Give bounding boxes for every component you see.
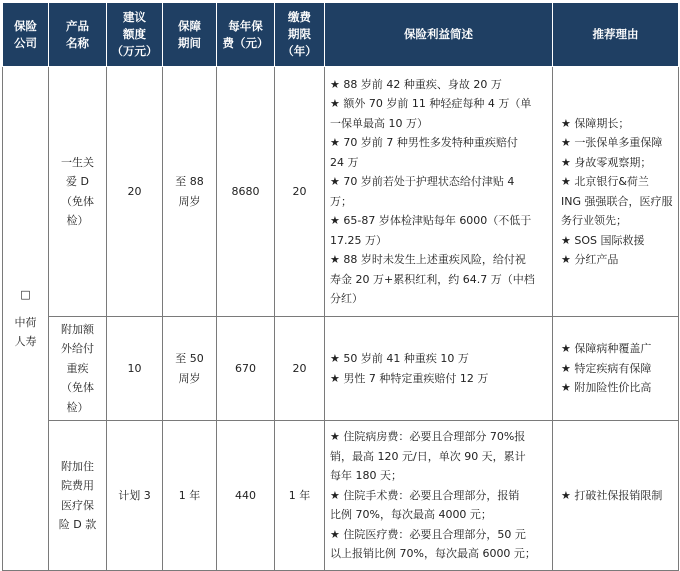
header-payment-term — [275, 3, 325, 67]
text-line: ★ 70 岁前 7 种男性多发特种重疾赔付 — [330, 136, 518, 149]
text-line: 推荐理由 — [592, 27, 639, 41]
text-line: 8680 — [231, 184, 260, 198]
text-line: 额度 — [123, 27, 146, 41]
text-line: 保险利益简述 — [404, 27, 473, 41]
text-line: 公司 — [14, 35, 37, 50]
text-line: 中荷 — [14, 315, 37, 329]
text-line: 计划 3 — [118, 488, 151, 502]
text-line: ★ 一张保单多重保障 — [561, 136, 663, 149]
text-line: ★ 65-87 岁体检津贴每年 6000（不低于 — [330, 214, 532, 227]
text-line: 期间 — [178, 35, 201, 50]
text-line: ★ 分红产品 — [561, 253, 619, 266]
product-name — [49, 317, 107, 421]
coverage-period — [163, 317, 217, 421]
text-line: 24 万 — [330, 155, 359, 169]
benefits-summary — [325, 67, 553, 317]
text-line: 保障 — [178, 18, 201, 33]
table-row — [3, 67, 679, 317]
text-line: （万元） — [111, 44, 158, 58]
text-line: 附加住 — [61, 459, 94, 473]
recommend-reasons — [553, 67, 679, 317]
text-line: ★ 特定疾病有保障 — [561, 361, 652, 375]
text-line: ★ 50 岁前 41 种重疾 10 万 — [330, 352, 469, 365]
payment-term — [275, 421, 325, 571]
text-line: 检） — [66, 214, 89, 227]
text-line: 费（元） — [222, 35, 269, 50]
text-line: （免体 — [61, 194, 94, 208]
annual-premium — [217, 67, 275, 317]
text-line: 附加额 — [61, 322, 94, 336]
suggested-amount — [107, 67, 163, 317]
text-line: 1 年 — [178, 488, 201, 502]
text-line: 险 D 款 — [58, 518, 97, 531]
benefits-summary — [325, 421, 553, 571]
text-line: 20 — [292, 184, 307, 198]
payment-term — [275, 317, 325, 421]
insurance-table — [2, 2, 679, 571]
suggested-amount — [107, 421, 163, 571]
header-annual-premium — [217, 3, 275, 67]
text-line: 人寿 — [14, 335, 37, 349]
text-line: 产品 — [66, 18, 89, 33]
text-line: 每年 180 天； — [330, 469, 402, 483]
text-line: 分红） — [330, 292, 363, 305]
text-line: 17.25 万） — [330, 233, 387, 247]
checkbox-marker-icon: □ — [20, 288, 31, 302]
text-line: ★ 打破社保报销限制 — [561, 488, 663, 502]
text-line: 外给付 — [61, 342, 94, 356]
text-line: ★ 北京银行&荷兰 — [561, 175, 649, 188]
text-line: 以上报销比例 70%，每次最高 6000 元； — [330, 547, 536, 561]
text-line: 万； — [330, 194, 352, 208]
text-line: ★ 88 岁时未发生上述重疾风险，给付祝 — [330, 253, 526, 266]
text-line: ★ 身故零观察期； — [561, 155, 652, 169]
payment-term — [275, 67, 325, 317]
text-line: 周岁 — [178, 194, 201, 208]
header-reasons — [553, 3, 679, 67]
text-line: 10 — [127, 361, 142, 375]
text-line: 至 88 — [175, 175, 204, 188]
text-line: （年） — [282, 44, 317, 58]
text-line: 重疾 — [66, 361, 89, 375]
text-line: 周岁 — [178, 371, 201, 385]
text-line: 销，最高 120 元/日，单次 90 天，累计 — [330, 449, 526, 463]
text-line: 20 — [127, 184, 142, 198]
annual-premium — [217, 421, 275, 571]
product-name — [49, 67, 107, 317]
text-line: 医疗保 — [61, 498, 94, 512]
text-line: 名称 — [66, 35, 89, 50]
text-line: 一生关 — [61, 155, 94, 169]
text-line: 每年保 — [228, 18, 263, 33]
text-line: 院费用 — [61, 479, 94, 492]
text-line: 缴费 — [288, 10, 311, 24]
text-line: ★ 70 岁前若处于护理状态给付津贴 4 — [330, 175, 515, 188]
text-line: 670 — [235, 361, 256, 375]
benefits-summary — [325, 317, 553, 421]
text-line: ★ 男性 7 种特定重疾赔付 12 万 — [330, 371, 489, 385]
text-line: 务行业领先； — [561, 214, 627, 227]
text-line: ★ SOS 国际救援 — [561, 233, 645, 247]
company-cell — [3, 67, 49, 571]
coverage-period — [163, 67, 217, 317]
annual-premium — [217, 317, 275, 421]
text-line: 建议 — [123, 10, 146, 24]
header-benefits — [325, 3, 553, 67]
table-row — [3, 317, 679, 421]
table-row — [3, 421, 679, 571]
text-line: 一保单最高 10 万） — [330, 116, 428, 130]
text-line: （免体 — [61, 381, 94, 395]
coverage-period — [163, 421, 217, 571]
text-line: ★ 额外 70 岁前 11 种轻症每种 4 万（单 — [330, 97, 532, 110]
text-line: ★ 保障病种覆盖广 — [561, 342, 652, 356]
company-name — [6, 313, 45, 352]
text-line: 期限 — [288, 27, 311, 41]
text-line: 保险 — [14, 18, 37, 33]
header-suggested-amount — [107, 3, 163, 67]
text-line: ★ 附加险性价比高 — [561, 381, 652, 395]
product-name — [49, 421, 107, 571]
header-coverage-period — [163, 3, 217, 67]
text-line: 比例 70%，每次最高 4000 元； — [330, 508, 492, 522]
suggested-amount — [107, 317, 163, 421]
header-company — [3, 3, 49, 67]
text-line: 440 — [235, 488, 256, 502]
header-product-name — [49, 3, 107, 67]
text-line: ★ 住院病房费：必要且合理部分 70%报 — [330, 430, 526, 444]
text-line: ING 强强联合，医疗服 — [561, 194, 673, 208]
text-line: ★ 住院医疗费：必要且合理部分，50 元 — [330, 527, 526, 541]
text-line: 1 年 — [288, 488, 311, 502]
text-line: 至 50 — [175, 352, 204, 365]
text-line: ★ 88 岁前 42 种重疾、身故 20 万 — [330, 77, 502, 91]
text-line: 20 — [292, 361, 307, 375]
text-line: ★ 住院手术费：必要且合理部分，报销 — [330, 488, 520, 502]
text-line: 检） — [66, 400, 89, 414]
header-row — [3, 3, 679, 67]
text-line: 爱 D — [66, 175, 89, 188]
recommend-reasons — [553, 317, 679, 421]
recommend-reasons — [553, 421, 679, 571]
text-line: ★ 保障期长； — [561, 116, 630, 130]
text-line: 寿金 20 万+累积红利，约 64.7 万（中档 — [330, 272, 535, 286]
